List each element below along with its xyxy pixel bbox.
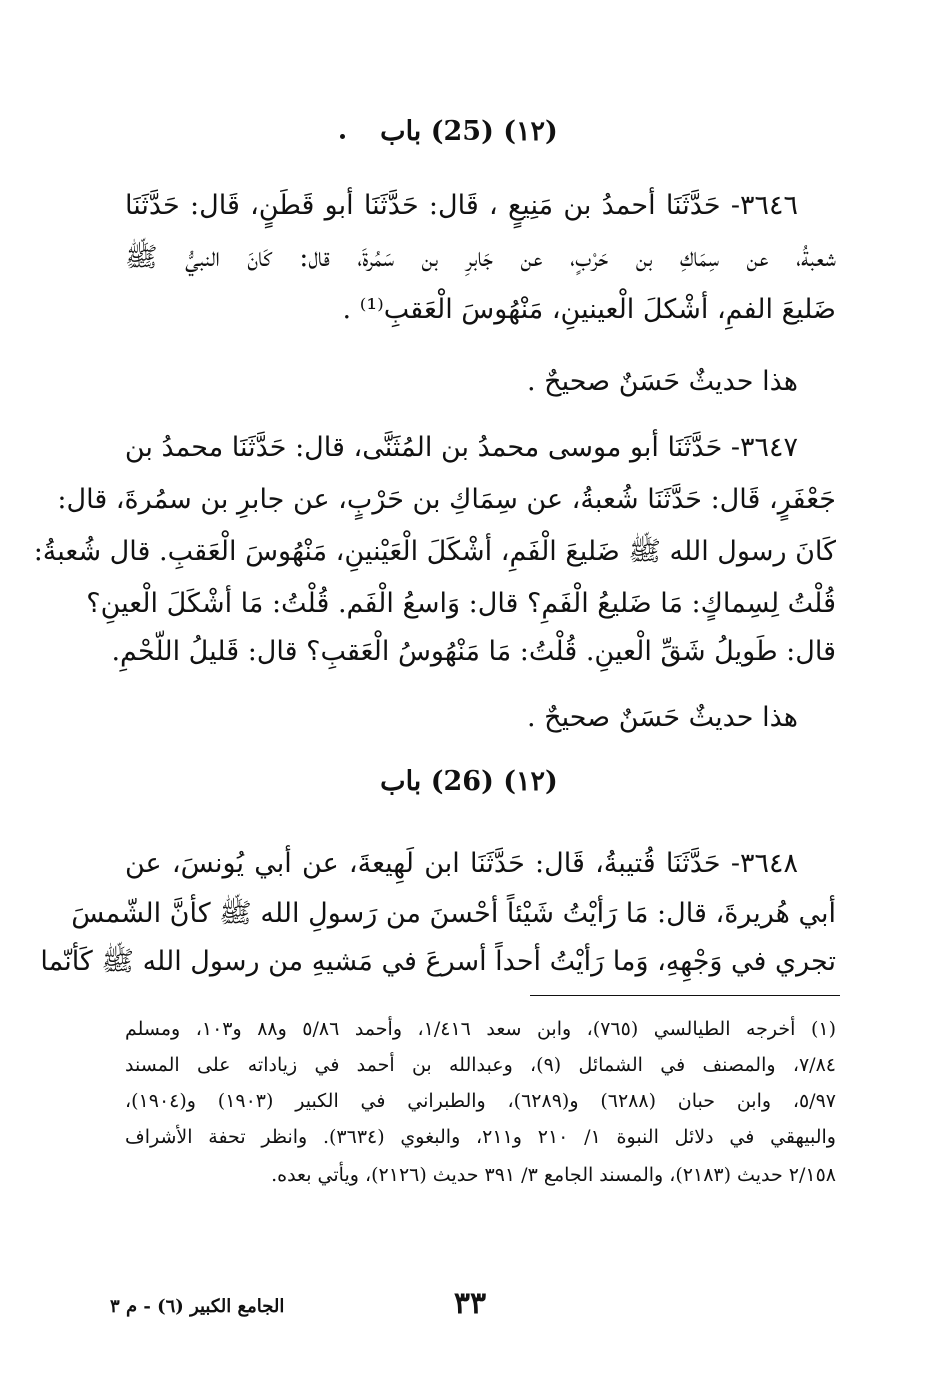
footnote-line-4: والبيهقي في دلائل النبوة ١/ ٢١٠ و٢١١، والبغوي (٣٦٣٤). وانظر تحفة الأشراف [125, 1126, 836, 1148]
hadith-3647-line-2: جَعْفَرٍ، قَال: حَدَّثَنَا شُعبةُ، عن سِمَاكِ بن حَرْبٍ، عن جابرِ بن سمُرةَ، قال: [57, 484, 836, 515]
hadith-3646-line-2: شعبةُ، عن سِمَاكِ بن حَرْبٍ، عن جَابرِ بن سَمُرةَ، قال: كَانَ النبيُّ ﷺ [125, 242, 836, 273]
chapter-heading-bab-26: (١٢) (26) باب [380, 766, 558, 797]
hadith-3646-grade: هذا حديثٌ حَسَنٌ صحيحٌ . [527, 366, 798, 397]
hadith-3648-line-3: تجري في وَجْهِهِ، وَما رَأيْتُ أحداً أسرعَ في مَشيهِ من رسول الله ﷺ كَأنّما [40, 946, 836, 977]
hadith-3648-line-1: ٣٦٤٨- حَدَّثَنَا قُتيبةُ، قَال: حَدَّثَنَا ابن لَهِيعةَ، عن أبي يُونسَ، عن [125, 848, 798, 879]
hadith-3648-line-2: أبي هُريرةَ، قال: مَا رَأيْتُ شَيْئاً أحْسنَ من رَسولِ الله ﷺ كأنَّ الشّمسَ [71, 898, 836, 929]
hadith-3647-line-1: ٣٦٤٧- حَدَّثَنَا أبو موسى محمدُ بن المُثَنَّى، قال: حَدَّثَنَا محمدُ بن [124, 432, 798, 463]
hadith-3647-line-3: كَانَ رسول الله ﷺ ضَليعَ الْفَمِ، أشْكَلَ الْعَيْنينِ، مَنْهُوسَ الْعَقبِ. قال شُعبةُ: [33, 536, 836, 567]
running-footer-title: الجامع الكبير (٦) - م ٣ [110, 1296, 285, 1317]
hadith-3646-line-3: ضَليعَ الفمِ، أشْكلَ الْعينينِ، مَنْهُوسَ الْعَقبِ⁽¹⁾ . [342, 294, 836, 325]
footnote-divider [530, 995, 840, 996]
hadith-3646-line-1: ٣٦٤٦- حَدَّثَنَا أحمدُ بن مَنِيعٍ ، قَال: حَدَّثَنَا أبو قَطَنٍ، قَال: حَدَّثَنَا [125, 190, 798, 221]
footnote-line-2: ٧/٨٤، والمصنف في الشمائل (٩)، وعبدالله بن أحمد في زياداته على المسند [125, 1054, 836, 1076]
chapter-heading-bab-25: (١٢) (25) باب [380, 116, 558, 147]
footnote-line-3: ٥/٩٧، وابن حبان (٦٢٨٨) و(٦٢٨٩)، والطبراني في الكبير (١٩٠٣) و(١٩٠٤)، [125, 1090, 836, 1112]
footnote-line-1: (١) أخرجه الطيالسي (٧٦٥)، وابن سعد ١/٤١٦، وأحمد ٥/٨٦ و٨٨ و١٠٣، ومسلم [125, 1018, 836, 1040]
page-number: ٣٣ [453, 1286, 487, 1321]
footnote-line-5: ٢/١٥٨ حديث (٢١٨٣)، والمسند الجامع ٣/ ٣٩١ حديث (٢١٢٦)، ويأتي بعده. [271, 1164, 836, 1186]
hadith-3647-line-5: قال: طَويلُ شَقِّ الْعينِ. قُلْتُ: مَا مَنْهُوسُ الْعَقبِ؟ قال: قَليلُ اللّحْمِ. [111, 636, 836, 667]
hadith-3647-line-4: قُلْتُ لِسِماكٍ: مَا ضَليعُ الْفَمِ؟ قال: وَاسعُ الْفَم. قُلْتُ: مَا أشْكَلَ الْعينِ؟ [86, 588, 836, 619]
heading-dot-mark [340, 134, 345, 139]
hadith-3647-grade: هذا حديثٌ حَسَنٌ صحيحٌ . [527, 702, 798, 733]
